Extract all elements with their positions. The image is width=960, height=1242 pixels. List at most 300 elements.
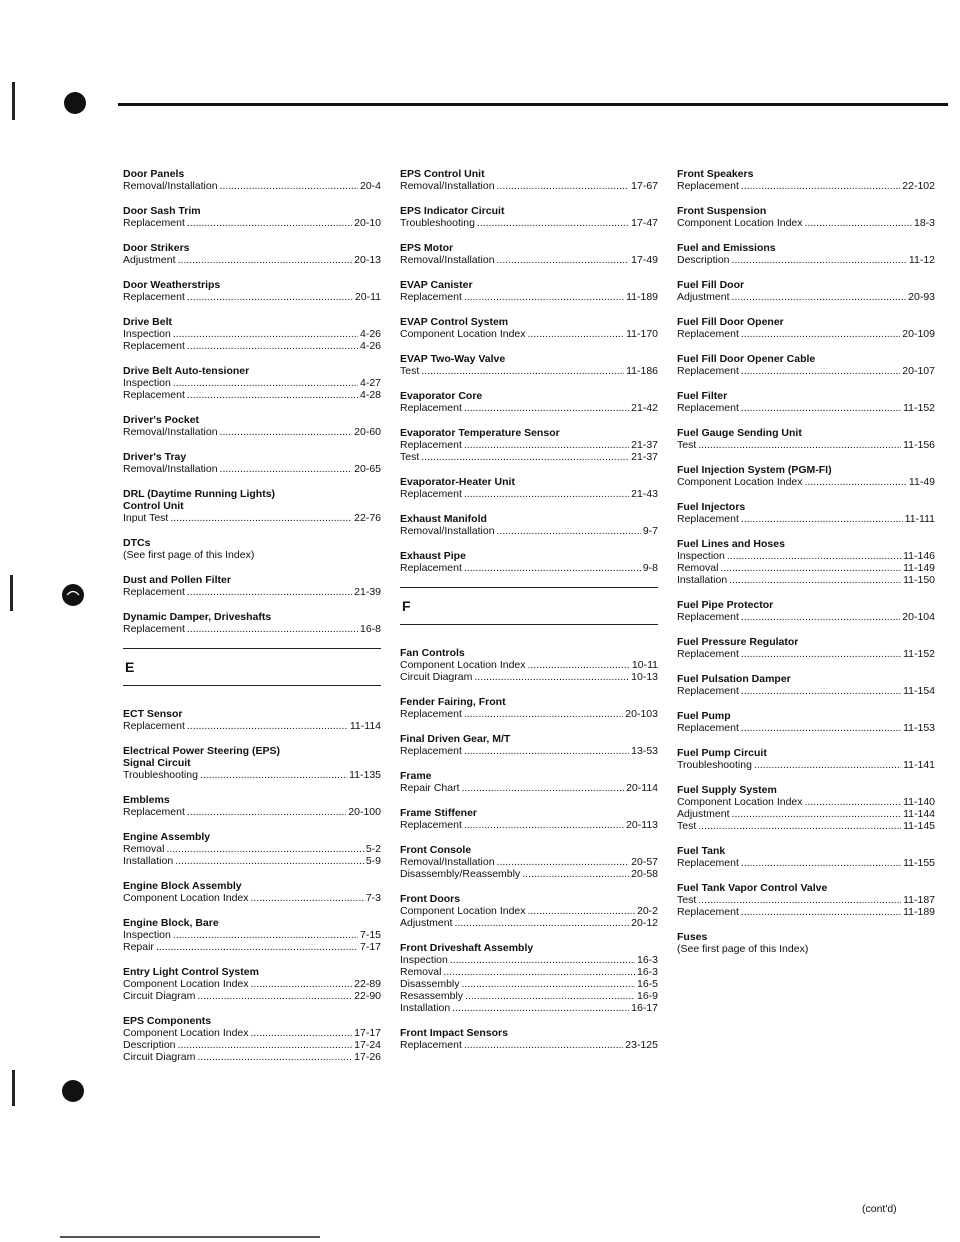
- entry-title: Driver's Tray: [123, 451, 187, 463]
- continued-note: (cont'd): [862, 1203, 897, 1215]
- dot-leader: [698, 894, 901, 906]
- dot-leader: [251, 1027, 353, 1039]
- index-entry: [123, 917, 381, 953]
- dot-leader: [732, 808, 902, 820]
- page-number: 21-39: [354, 586, 381, 598]
- entry-row: [677, 796, 935, 808]
- dot-leader: [528, 659, 630, 671]
- entry-row: [677, 476, 935, 488]
- entry-row: [400, 291, 658, 303]
- page-number: 10-13: [631, 671, 658, 683]
- row-label: Installation: [123, 855, 174, 867]
- page-number: 16-3: [636, 966, 658, 978]
- entry-title: EVAP Canister: [400, 279, 473, 291]
- entry-title: Door Strikers: [123, 242, 190, 254]
- page-number: 20-4: [359, 180, 381, 192]
- entry-title: Fuel Tank: [677, 845, 726, 857]
- entry-row: [677, 722, 935, 734]
- row-label: Test: [677, 820, 697, 832]
- dot-leader: [741, 402, 901, 414]
- entry-title: Frame: [400, 770, 432, 782]
- index-entry: [677, 168, 935, 192]
- dot-leader: [187, 389, 358, 401]
- index-entry: [123, 279, 381, 303]
- page-number: 11-153: [903, 722, 935, 734]
- entry-row: [123, 1027, 381, 1039]
- entry-title: Exhaust Manifold: [400, 513, 487, 525]
- dot-leader: [497, 525, 641, 537]
- row-label: Removal/Installation: [400, 180, 495, 192]
- page-number: 11-140: [903, 796, 935, 808]
- dot-leader: [497, 856, 630, 868]
- row-label: Replacement: [400, 439, 462, 451]
- page-number: 11-144: [903, 808, 935, 820]
- entry-title: EPS Indicator Circuit: [400, 205, 505, 217]
- dot-leader: [170, 512, 352, 524]
- entry-title: EPS Control Unit: [400, 168, 485, 180]
- row-label: Replacement: [123, 586, 185, 598]
- index-entry: [400, 942, 658, 1014]
- page-number: 4-28: [359, 389, 381, 401]
- index-entry: [677, 747, 935, 771]
- row-label: Resassembly: [400, 990, 464, 1002]
- dot-leader: [720, 562, 901, 574]
- row-label: Description: [677, 254, 730, 266]
- entry-title: EVAP Two-Way Valve: [400, 353, 506, 365]
- entry-title: ECT Sensor: [123, 708, 183, 720]
- row-label: Adjustment: [400, 917, 453, 929]
- index-entry: [400, 733, 658, 757]
- section-letter: F: [402, 598, 411, 614]
- entry-title: Fuel Filter: [677, 390, 728, 402]
- entry-title: Evaporator Temperature Sensor: [400, 427, 560, 439]
- page-number: 16-9: [636, 990, 658, 1002]
- page-number: 20-109: [902, 328, 935, 340]
- row-label: Replacement: [123, 720, 185, 732]
- page-number: 20-13: [354, 254, 381, 266]
- index-entry: [400, 647, 658, 683]
- page-number: 10-11: [631, 659, 658, 671]
- row-label: Removal/Installation: [123, 426, 218, 438]
- index-entry: [677, 784, 935, 832]
- entry-row: [123, 463, 381, 475]
- entry-title: Door Panels: [123, 168, 185, 180]
- entry-row: [400, 905, 658, 917]
- entry-row: [123, 328, 381, 340]
- entry-title: Evaporator Core: [400, 390, 483, 402]
- entry-row: [677, 562, 935, 574]
- entry-title: Fuel and Emissions: [677, 242, 776, 254]
- entry-title: Fuel Gauge Sending Unit: [677, 427, 802, 439]
- index-entry: [123, 365, 381, 401]
- entry-title: Evaporator-Heater Unit: [400, 476, 515, 488]
- entry-title: Fuel Pulsation Damper: [677, 673, 791, 685]
- row-label: Installation: [400, 1002, 451, 1014]
- entry-row: [677, 180, 935, 192]
- dot-leader: [220, 426, 353, 438]
- entry-row: [677, 217, 935, 229]
- entry-row: [400, 954, 658, 966]
- entry-row: [677, 365, 935, 377]
- index-column-2: [400, 168, 658, 1064]
- page-number: 20-103: [625, 708, 658, 720]
- page-number: 11-12: [908, 254, 935, 266]
- dot-leader: [528, 905, 635, 917]
- dot-leader: [462, 782, 625, 794]
- entry-title: Fuel Fill Door Opener: [677, 316, 784, 328]
- dot-leader: [187, 586, 352, 598]
- dot-leader: [698, 439, 901, 451]
- entry-title: DTCs: [123, 537, 151, 549]
- entry-title: Drive Belt: [123, 316, 173, 328]
- dot-leader: [741, 857, 901, 869]
- dot-leader: [187, 720, 348, 732]
- entry-row: [123, 254, 381, 266]
- page-number: 11-152: [903, 648, 935, 660]
- row-label: Circuit Diagram: [123, 1051, 196, 1063]
- dot-leader: [464, 819, 624, 831]
- row-label: Component Location Index: [400, 659, 526, 671]
- dot-leader: [741, 648, 901, 660]
- entry-row: [677, 857, 935, 869]
- dot-leader: [464, 291, 624, 303]
- page-number: 11-189: [626, 291, 658, 303]
- row-label: Circuit Diagram: [400, 671, 473, 683]
- row-label: Replacement: [677, 722, 739, 734]
- row-label: Repair Chart: [400, 782, 460, 794]
- row-label: Replacement: [677, 513, 739, 525]
- dot-leader: [732, 254, 907, 266]
- row-label: Replacement: [123, 389, 185, 401]
- entry-title: Fuses: [677, 931, 708, 943]
- entry-row: [400, 966, 658, 978]
- row-label: Replacement: [677, 611, 739, 623]
- entry-row: [400, 671, 658, 683]
- index-entry: [677, 710, 935, 734]
- index-entry: [123, 414, 381, 438]
- dot-leader: [727, 550, 901, 562]
- entry-note: (See first page of this Index): [677, 943, 809, 955]
- dot-leader: [187, 623, 358, 635]
- binding-hole-top-icon: [62, 90, 88, 116]
- entry-row: [400, 525, 658, 537]
- row-label: Inspection: [677, 550, 725, 562]
- index-column-1: [123, 168, 381, 1076]
- index-entry: [677, 353, 935, 377]
- dot-leader: [464, 708, 623, 720]
- page-number: 11-114: [349, 720, 381, 732]
- index-entry: [400, 242, 658, 266]
- dot-leader: [220, 463, 353, 475]
- dot-leader: [497, 180, 630, 192]
- index-entry: [677, 931, 935, 955]
- dot-leader: [464, 1039, 623, 1051]
- dot-leader: [187, 291, 353, 303]
- dot-leader: [805, 476, 907, 488]
- dot-leader: [251, 978, 353, 990]
- index-entry: [123, 966, 381, 1002]
- entry-title: Fender Fairing, Front: [400, 696, 506, 708]
- entry-title: Fuel Fill Door Opener Cable: [677, 353, 816, 365]
- index-entry: [677, 279, 935, 303]
- entry-title: Fuel Supply System: [677, 784, 777, 796]
- index-entry: [123, 488, 381, 524]
- index-entry: [400, 205, 658, 229]
- footer-rule: [60, 1236, 320, 1238]
- row-label: Replacement: [677, 906, 739, 918]
- entry-title: EVAP Control System: [400, 316, 509, 328]
- row-label: Removal/Installation: [123, 463, 218, 475]
- index-entry: [400, 390, 658, 414]
- index-entry: [123, 574, 381, 598]
- entry-row: [400, 328, 658, 340]
- row-label: Troubleshooting: [677, 759, 752, 771]
- index-entry: [123, 242, 381, 266]
- index-entry: [677, 205, 935, 229]
- entry-title: Front Driveshaft Assembly: [400, 942, 534, 954]
- entry-title: Engine Block, Bare: [123, 917, 219, 929]
- page-number: 4-26: [359, 328, 381, 340]
- index-entry: [677, 538, 935, 586]
- entry-row: [400, 868, 658, 880]
- index-entry: [677, 501, 935, 525]
- page-number: 17-67: [631, 180, 658, 192]
- page-number: 18-3: [913, 217, 935, 229]
- page-number: 20-93: [908, 291, 935, 303]
- entry-row: [400, 365, 658, 377]
- entry-row: [677, 402, 935, 414]
- page-number: 11-49: [908, 476, 935, 488]
- entry-row: [400, 819, 658, 831]
- entry-title: Fuel Fill Door: [677, 279, 745, 291]
- row-label: Test: [400, 365, 420, 377]
- dot-leader: [741, 365, 900, 377]
- dot-leader: [220, 180, 358, 192]
- entry-row: [677, 291, 935, 303]
- index-column-3: [677, 168, 935, 968]
- row-label: Disassembly/Reassembly: [400, 868, 521, 880]
- dot-leader: [474, 671, 629, 683]
- entry-title: Emblems: [123, 794, 170, 806]
- dot-leader: [173, 377, 358, 389]
- dot-leader: [452, 1002, 629, 1014]
- dot-leader: [741, 328, 900, 340]
- page-number: 17-26: [354, 1051, 381, 1063]
- row-label: Inspection: [123, 377, 171, 389]
- page-number: 16-17: [631, 1002, 658, 1014]
- row-label: Replacement: [400, 1039, 462, 1051]
- index-entry: [123, 316, 381, 352]
- row-label: Component Location Index: [400, 905, 526, 917]
- entry-row: [400, 217, 658, 229]
- entry-row: [123, 180, 381, 192]
- binding-hole-middle-icon: [60, 582, 86, 608]
- entry-row: [123, 843, 381, 855]
- entry-title: Fuel Lines and Hoses: [677, 538, 785, 550]
- page-number: 20-113: [626, 819, 658, 831]
- entry-title: Final Driven Gear, M/T: [400, 733, 511, 745]
- entry-row: [123, 1039, 381, 1051]
- index-entry: [400, 476, 658, 500]
- page-number: 5-9: [365, 855, 381, 867]
- dot-leader: [251, 892, 364, 904]
- page-number: 11-186: [626, 365, 658, 377]
- page-number: 9-8: [642, 562, 658, 574]
- row-label: Replacement: [677, 365, 739, 377]
- index-entry: [400, 427, 658, 463]
- row-label: Replacement: [677, 648, 739, 660]
- page-number: 11-170: [626, 328, 658, 340]
- entry-subtitle: Control Unit: [123, 500, 184, 512]
- row-label: Removal/Installation: [400, 525, 495, 537]
- entry-row: [123, 512, 381, 524]
- entry-row: [677, 254, 935, 266]
- dot-leader: [197, 1051, 352, 1063]
- entry-title: Dynamic Damper, Driveshafts: [123, 611, 272, 623]
- entry-row: [400, 1002, 658, 1014]
- dot-leader: [741, 611, 900, 623]
- index-entry: [123, 611, 381, 635]
- page-number: 16-3: [636, 954, 658, 966]
- row-label: Test: [400, 451, 420, 463]
- entry-row: [677, 894, 935, 906]
- entry-title: Entry Light Control System: [123, 966, 259, 978]
- row-label: Disassembly: [400, 978, 460, 990]
- entry-row: [400, 1039, 658, 1051]
- page-number: 20-60: [354, 426, 381, 438]
- index-entry: [400, 316, 658, 340]
- dot-leader: [187, 340, 358, 352]
- index-entry: [400, 168, 658, 192]
- index-entry: [677, 242, 935, 266]
- entry-row: [123, 623, 381, 635]
- entry-note: (See first page of this Index): [123, 549, 255, 561]
- entry-title: Electrical Power Steering (EPS): [123, 745, 280, 757]
- page-number: 17-24: [354, 1039, 381, 1051]
- row-label: Replacement: [677, 685, 739, 697]
- page-number: 7-15: [359, 929, 381, 941]
- entry-row: [123, 769, 381, 781]
- row-label: Removal: [123, 843, 165, 855]
- section-header-f: [400, 587, 658, 625]
- entry-row: [400, 990, 658, 1002]
- entry-title: Front Impact Sensors: [400, 1027, 508, 1039]
- entry-title: Front Speakers: [677, 168, 754, 180]
- entry-row: [400, 402, 658, 414]
- page-number: 20-2: [636, 905, 658, 917]
- page-number: 21-37: [631, 451, 658, 463]
- page-number: 16-5: [636, 978, 658, 990]
- dot-leader: [178, 1039, 353, 1051]
- page-number: 11-150: [903, 574, 935, 586]
- page-number: 20-11: [354, 291, 381, 303]
- page-number: 11-141: [903, 759, 935, 771]
- entry-title: Dust and Pollen Filter: [123, 574, 231, 586]
- row-label: Component Location Index: [123, 978, 249, 990]
- page-number: 9-7: [642, 525, 658, 537]
- index-entry: [400, 353, 658, 377]
- row-label: Component Location Index: [400, 328, 526, 340]
- page-number: 20-58: [631, 868, 658, 880]
- section-rule-bottom: [400, 624, 658, 625]
- dot-leader: [464, 562, 641, 574]
- page-number: 11-149: [903, 562, 935, 574]
- row-label: Removal/Installation: [123, 180, 218, 192]
- row-label: Replacement: [400, 291, 462, 303]
- dot-leader: [455, 917, 630, 929]
- index-entry: [400, 770, 658, 794]
- index-entry: [400, 279, 658, 303]
- entry-row: [123, 941, 381, 953]
- entry-row: [677, 328, 935, 340]
- page-number: 11-146: [903, 550, 935, 562]
- dot-leader: [729, 574, 901, 586]
- page-number: 20-107: [902, 365, 935, 377]
- page-number: 21-37: [631, 439, 658, 451]
- entry-row: [400, 917, 658, 929]
- row-label: Input Test: [123, 512, 169, 524]
- page-number: 11-189: [903, 906, 935, 918]
- row-label: Component Location Index: [677, 796, 803, 808]
- index-entry: [677, 673, 935, 697]
- index-entry: [677, 599, 935, 623]
- entry-title: Engine Assembly: [123, 831, 211, 843]
- entry-title: Fuel Pressure Regulator: [677, 636, 799, 648]
- index-entry: [677, 427, 935, 451]
- row-label: Replacement: [677, 180, 739, 192]
- row-label: Replacement: [400, 708, 462, 720]
- entry-row: [123, 586, 381, 598]
- row-label: Replacement: [123, 291, 185, 303]
- page-number: 11-154: [903, 685, 935, 697]
- page-number: 21-42: [631, 402, 658, 414]
- page-number: 16-8: [359, 623, 381, 635]
- row-label: Repair: [123, 941, 154, 953]
- row-label: Inspection: [400, 954, 448, 966]
- dot-leader: [450, 954, 635, 966]
- row-label: Adjustment: [677, 808, 730, 820]
- index-entry: [677, 316, 935, 340]
- page-number: 22-76: [354, 512, 381, 524]
- page-number: 4-27: [359, 377, 381, 389]
- index-entry: [400, 696, 658, 720]
- entry-row: [123, 340, 381, 352]
- entry-row: [123, 426, 381, 438]
- dot-leader: [156, 941, 358, 953]
- index-entry: [400, 1027, 658, 1051]
- row-label: Inspection: [123, 929, 171, 941]
- entry-row: [400, 488, 658, 500]
- page-number: 20-57: [631, 856, 658, 868]
- row-label: Replacement: [400, 562, 462, 574]
- row-label: Component Location Index: [123, 892, 249, 904]
- dot-leader: [805, 796, 902, 808]
- entry-title: Fuel Tank Vapor Control Valve: [677, 882, 828, 894]
- section-rule-bottom: [123, 685, 381, 686]
- dot-leader: [421, 451, 629, 463]
- header-rule: [118, 103, 948, 106]
- index-entry: [123, 168, 381, 192]
- index-entry: [677, 636, 935, 660]
- entry-row: [677, 513, 935, 525]
- entry-subtitle: Signal Circuit: [123, 757, 191, 769]
- page-number: 20-114: [626, 782, 658, 794]
- page-number: 21-43: [631, 488, 658, 500]
- page-number: 22-90: [354, 990, 381, 1002]
- section-header-e: [123, 648, 381, 686]
- index-entry: [123, 205, 381, 229]
- row-label: Installation: [677, 574, 728, 586]
